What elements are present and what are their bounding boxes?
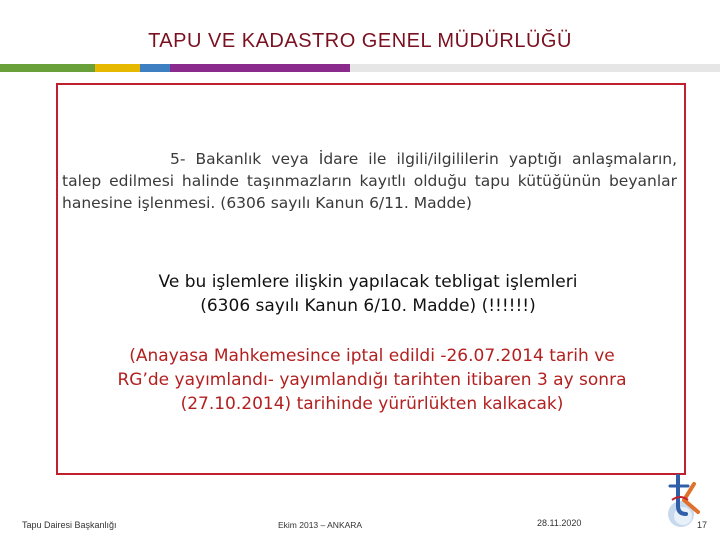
footer-page-number: 17 [697, 520, 708, 530]
title-rule [0, 64, 720, 72]
paragraph-3-line-1: (Anayasa Mahkemesince iptal edildi -26.07.2014 tarih ve [129, 346, 615, 366]
footer-event: Ekim 2013 – ANKARA [278, 520, 363, 530]
paragraph-1: 5- Bakanlık veya İdare ile ilgili/ilgililerin yaptığı anlaşmaların, talep edilmesi halinde taşınmazların kayıtlı olduğu tapu kütüğünün beyanlar hanesine işlenmesi. (6306 sayılı Kanun 6/11. Madde) [62, 150, 677, 212]
rule-segment-blue [140, 64, 170, 72]
paragraph-2-line-1: Ve bu işlemlere ilişkin yapılacak tebligat işlemleri [158, 272, 578, 292]
paragraph-3 [62, 344, 682, 416]
rule-segment-purple [170, 64, 350, 72]
paragraph-2-line-2: (6306 sayılı Kanun 6/10. Madde) (!!!!!!) [200, 296, 536, 316]
footer-department: Tapu Dairesi Başkanlığı [22, 520, 117, 530]
paragraph-3-line-3: (27.10.2014) tarihinde yürürlükten kalkacak) [180, 394, 564, 414]
rule-segment-yellow [95, 64, 140, 72]
footer-date: 28.11.2020 [537, 518, 582, 528]
page-title: TAPU VE KADASTRO GENEL MÜDÜRLÜĞÜ [148, 30, 572, 52]
rule-segment-grey [350, 64, 720, 72]
rule-segment-green [0, 64, 95, 72]
paragraph-2 [58, 270, 678, 318]
tkgm-logo-icon [658, 470, 704, 530]
paragraph-3-line-2: RG’de yayımlandı- yayımlandığı tarihten itibaren 3 ay sonra [117, 370, 627, 390]
